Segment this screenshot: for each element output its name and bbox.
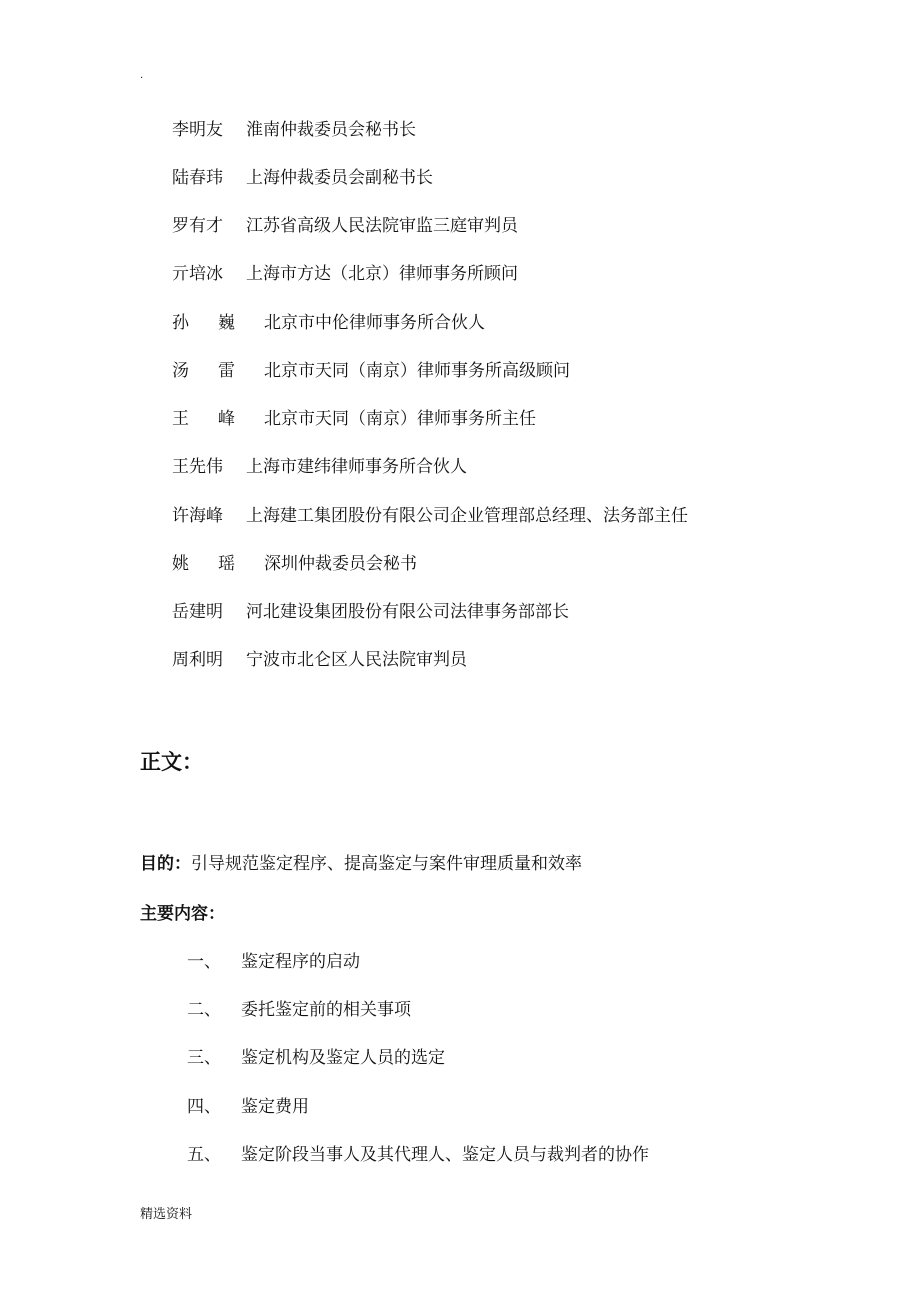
member-title: 上海市建纬律师事务所合伙人 bbox=[246, 457, 467, 477]
member-name: 陆春玮 bbox=[172, 168, 223, 188]
header-mark: . bbox=[140, 70, 144, 81]
item-number: 二、 bbox=[187, 1000, 221, 1020]
list-item bbox=[187, 1095, 309, 1119]
member-name-first: 姚 bbox=[172, 554, 189, 574]
page-footer: 精选资料 bbox=[140, 1207, 193, 1222]
item-number: 四、 bbox=[187, 1097, 221, 1117]
list-item bbox=[187, 950, 360, 974]
member-title: 河北建设集团股份有限公司法律事务部部长 bbox=[246, 602, 569, 622]
member-row bbox=[172, 600, 569, 624]
section-title: 正文： bbox=[140, 750, 203, 774]
member-name: 王先伟 bbox=[172, 457, 223, 477]
member-name: 罗有才 bbox=[172, 216, 223, 236]
member-row bbox=[172, 166, 433, 190]
member-row bbox=[172, 214, 518, 238]
member-title: 北京市中伦律师事务所合伙人 bbox=[264, 313, 485, 333]
member-title: 深圳仲裁委员会秘书 bbox=[264, 554, 417, 574]
member-row bbox=[172, 262, 518, 286]
member-title: 上海建工集团股份有限公司企业管理部总经理、法务部主任 bbox=[246, 506, 688, 526]
item-number: 五、 bbox=[187, 1145, 221, 1165]
item-number: 三、 bbox=[187, 1048, 221, 1068]
member-name-last: 峰 bbox=[218, 409, 235, 429]
purpose-label: 目的： bbox=[140, 854, 191, 874]
member-row bbox=[172, 359, 570, 383]
member-row bbox=[172, 455, 467, 479]
member-row bbox=[172, 311, 485, 335]
member-name-last: 巍 bbox=[218, 313, 235, 333]
member-row bbox=[172, 648, 467, 672]
item-text: 委托鉴定前的相关事项 bbox=[241, 1000, 411, 1020]
member-name bbox=[172, 311, 264, 335]
member-name-first: 孙 bbox=[172, 313, 189, 333]
member-row bbox=[172, 407, 536, 431]
member-title: 上海仲裁委员会副秘书长 bbox=[246, 168, 433, 188]
member-title: 淮南仲裁委员会秘书长 bbox=[246, 120, 416, 140]
list-item bbox=[187, 998, 411, 1022]
member-title: 北京市天同（南京）律师事务所主任 bbox=[264, 409, 536, 429]
list-item bbox=[187, 1046, 445, 1070]
member-name-first: 汤 bbox=[172, 361, 189, 381]
member-row bbox=[172, 504, 688, 528]
item-text: 鉴定阶段当事人及其代理人、鉴定人员与裁判者的协作 bbox=[241, 1145, 649, 1165]
member-title: 北京市天同（南京）律师事务所高级顾问 bbox=[264, 361, 570, 381]
member-name: 李明友 bbox=[172, 120, 223, 140]
item-text: 鉴定费用 bbox=[241, 1097, 309, 1117]
member-name-last: 雷 bbox=[218, 361, 235, 381]
list-item bbox=[187, 1143, 649, 1167]
member-name bbox=[172, 552, 264, 576]
member-name: 岳建明 bbox=[172, 602, 223, 622]
member-row bbox=[172, 552, 417, 576]
purpose-line bbox=[140, 852, 582, 876]
member-name bbox=[172, 407, 264, 431]
purpose-text: 引导规范鉴定程序、提高鉴定与案件审理质量和效率 bbox=[191, 854, 582, 874]
member-name: 亓培冰 bbox=[172, 264, 223, 284]
member-title: 江苏省高级人民法院审监三庭审判员 bbox=[246, 216, 518, 236]
main-content-label: 主要内容： bbox=[140, 904, 225, 924]
item-number: 一、 bbox=[187, 952, 221, 972]
member-name bbox=[172, 359, 264, 383]
member-name-last: 瑶 bbox=[218, 554, 235, 574]
member-title: 上海市方达（北京）律师事务所顾问 bbox=[246, 264, 518, 284]
item-text: 鉴定机构及鉴定人员的选定 bbox=[241, 1048, 445, 1068]
member-name-first: 王 bbox=[172, 409, 189, 429]
member-title: 宁波市北仑区人民法院审判员 bbox=[246, 650, 467, 670]
item-text: 鉴定程序的启动 bbox=[241, 952, 360, 972]
member-name: 许海峰 bbox=[172, 506, 223, 526]
member-row bbox=[172, 118, 416, 142]
member-name: 周利明 bbox=[172, 650, 223, 670]
